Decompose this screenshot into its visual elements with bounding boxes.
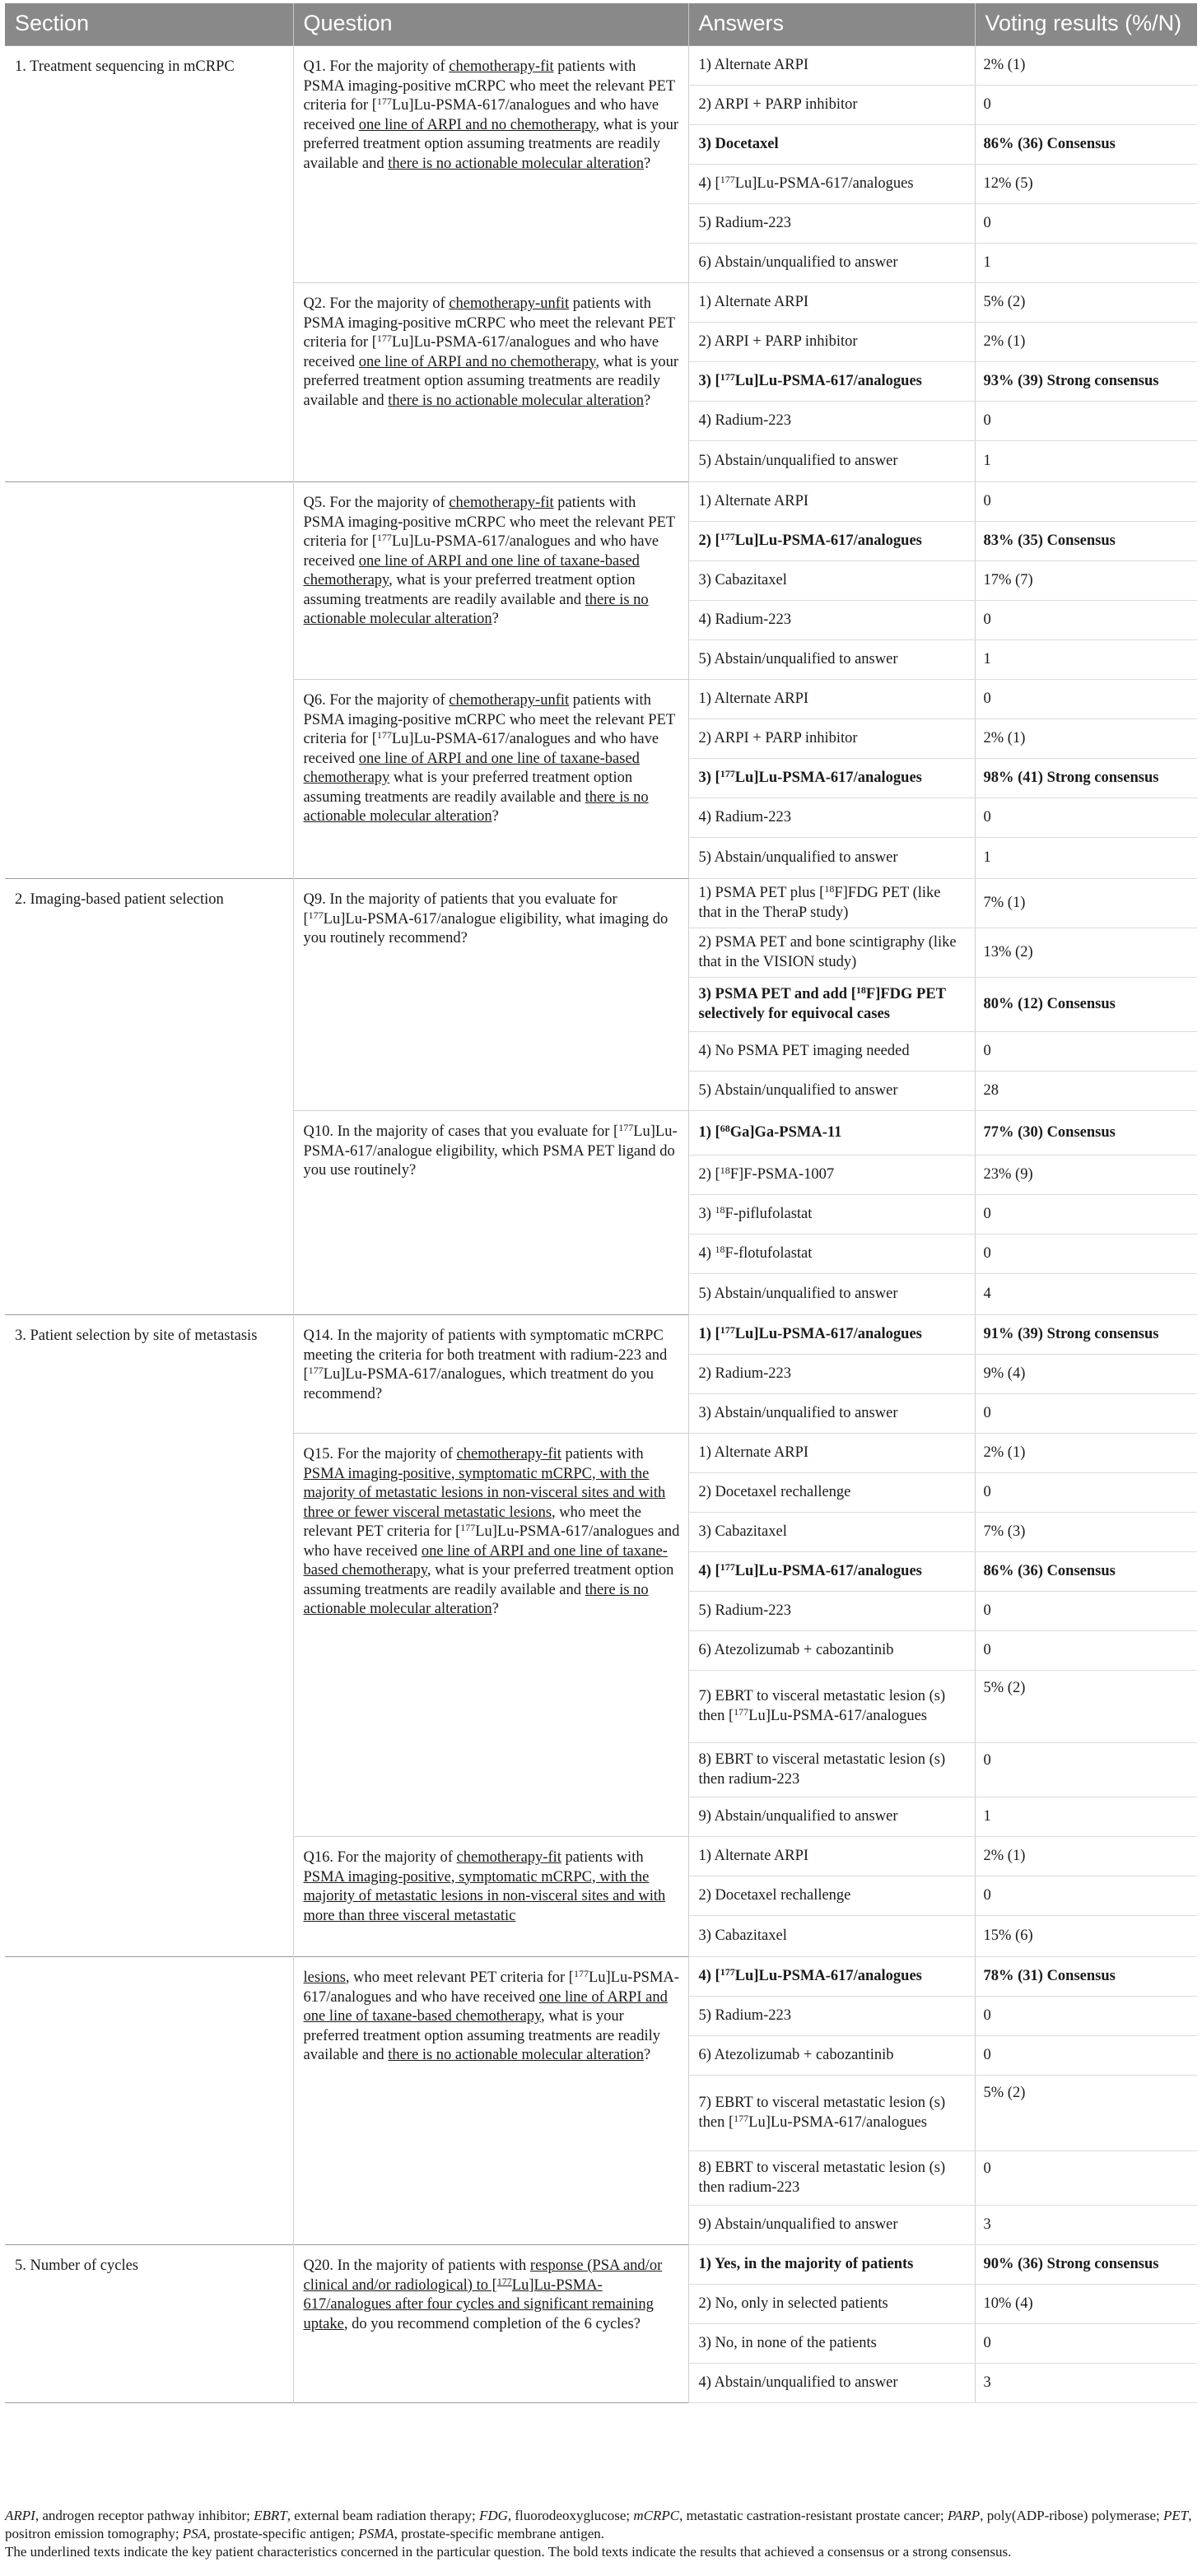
answer-option: 3) Docetaxel — [688, 125, 975, 165]
answer-option: 1) PSMA PET plus [$^{18}$F]FDG PET (like that in the TheraP study) — [688, 879, 975, 928]
header-answers: Answers — [688, 3, 975, 46]
answer-option: 4) Radium-223 — [688, 798, 975, 838]
legend-footnote: The underlined texts indicate the key patient characteristics concerned in the particular question. The bold texts indicate the results that achieved a consensus or a strong consensus. — [5, 2544, 1012, 2560]
header-question: Question — [293, 3, 688, 46]
answer-option: 5) Abstain/unqualified to answer — [688, 441, 975, 482]
answer-option: 2) ARPI + PARP inhibitor — [688, 719, 975, 759]
answer-option: 7) EBRT to visceral metastatic lesion (s) then [$^{177}$Lu]Lu-PSMA-617/analogues — [688, 2076, 975, 2151]
answer-option: 4) Radium-223 — [688, 402, 975, 441]
voting-result: 0 — [975, 1592, 1197, 1631]
table-row — [5, 482, 1197, 522]
section-label-empty — [5, 482, 293, 879]
voting-result: 93% (39) Strong consensus — [975, 362, 1197, 402]
voting-result: 3 — [975, 2206, 1197, 2245]
answer-option: 1) [$^{177}$Lu]Lu-PSMA-617/analogues — [688, 1315, 975, 1355]
answer-option: 7) EBRT to visceral metastatic lesion (s) then [$^{177}$Lu]Lu-PSMA-617/analogues — [688, 1671, 975, 1743]
voting-result: 0 — [975, 1631, 1197, 1671]
voting-result: 5% (2) — [975, 2076, 1197, 2151]
question-q16: Q16. For the majority of chemotherapy-fit patients with PSMA imaging-positive, symptomatic mCRPC, with the majority of metastatic lesions in non-visceral sites and with more than three visceral metastatic — [293, 1837, 688, 1957]
answer-option: 9) Abstain/unqualified to answer — [688, 2206, 975, 2245]
answer-option: 1) Alternate ARPI — [688, 283, 975, 323]
question-q6: Q6. For the majority of chemotherapy-unfit patients with PSMA imaging-positive mCRPC who meet the relevant PET criteria for [$^{177}$Lu]Lu-PSMA-617/analogues and who have received one line of ARPI and one line of taxane-based chemotherapy what is your preferred treatment option assuming treatments are readily available and there is no actionable molecular alteration? — [293, 680, 688, 879]
voting-result: 2% (1) — [975, 719, 1197, 759]
table-row — [5, 1315, 1197, 1355]
question-q15: Q15. For the majority of chemotherapy-fit patients with PSMA imaging-positive, symptomatic mCRPC, with the majority of metastatic lesions in non-visceral sites and with three or fewer visceral metastatic lesions, who meet the relevant PET criteria for [$^{177}$Lu]Lu-PSMA-617/analogues and who have received one line of ARPI and one line of taxane-based chemotherapy, what is your preferred treatment option assuming treatments are readily available and there is no actionable molecular alteration? — [293, 1434, 688, 1837]
voting-result: 0 — [975, 1195, 1197, 1235]
table-row — [5, 1957, 1197, 1997]
voting-result: 5% (2) — [975, 1671, 1197, 1743]
section-label: 1. Treatment sequencing in mCRPC — [5, 46, 293, 482]
answer-option: 6) Atezolizumab + cabozantinib — [688, 1631, 975, 1671]
question-q14: Q14. In the majority of patients with symptomatic mCRPC meeting the criteria for both treatment with radium-223 and [$^{177}$Lu]Lu-PSMA-617/analogues, which treatment do you recommend? — [293, 1315, 688, 1434]
voting-result: 12% (5) — [975, 165, 1197, 204]
voting-result: 10% (4) — [975, 2285, 1197, 2324]
section-label-empty — [5, 1957, 293, 2245]
question-q10: Q10. In the majority of cases that you evaluate for [$^{177}$Lu]Lu-PSMA-617/analogue eligibility, which PSMA PET ligand do you use routinely? — [293, 1111, 688, 1315]
answer-option: 4) $^{18}$F-flotufolastat — [688, 1235, 975, 1274]
voting-result: 28 — [975, 1072, 1197, 1111]
answer-option: 3) [$^{177}$Lu]Lu-PSMA-617/analogues — [688, 759, 975, 798]
voting-result: 4 — [975, 1274, 1197, 1315]
answer-option: 2) ARPI + PARP inhibitor — [688, 323, 975, 362]
consensus-voting-table — [5, 3, 1197, 2403]
voting-result: 0 — [975, 1394, 1197, 1434]
voting-result: 0 — [975, 1743, 1197, 1797]
voting-result: 1 — [975, 838, 1197, 879]
voting-result: 0 — [975, 601, 1197, 640]
answer-option: 8) EBRT to visceral metastatic lesion (s) then radium-223 — [688, 2151, 975, 2206]
voting-result: 86% (36) Consensus — [975, 125, 1197, 165]
voting-result: 15% (6) — [975, 1916, 1197, 1957]
table-footnotes — [5, 2507, 1197, 2561]
voting-result: 80% (12) Consensus — [975, 978, 1197, 1032]
answer-option: 1) Alternate ARPI — [688, 680, 975, 719]
voting-result: 7% (1) — [975, 879, 1197, 928]
question-q20: Q20. In the majority of patients with response (PSA and/or clinical and/or radiological) to [$^{177}$Lu]Lu-PSMA-617/analogues after four cycles and significant remaining uptake, do you recommend completion of the 6 cycles? — [293, 2245, 688, 2403]
table-header-row — [5, 3, 1197, 46]
table-row — [5, 879, 1197, 928]
answer-option: 2) Docetaxel rechallenge — [688, 1473, 975, 1513]
section-label: 5. Number of cycles — [5, 2245, 293, 2403]
answer-option: 1) Alternate ARPI — [688, 1837, 975, 1876]
answer-option: 2) [$^{177}$Lu]Lu-PSMA-617/analogues — [688, 522, 975, 561]
answer-option: 5) Abstain/unqualified to answer — [688, 1274, 975, 1315]
voting-result: 0 — [975, 1032, 1197, 1072]
answer-option: 5) Radium-223 — [688, 1592, 975, 1631]
voting-result: 1 — [975, 640, 1197, 680]
voting-result: 0 — [975, 204, 1197, 244]
answer-option: 2) PSMA PET and bone scintigraphy (like that in the VISION study) — [688, 928, 975, 978]
answer-option: 5) Abstain/unqualified to answer — [688, 1072, 975, 1111]
voting-result: 3 — [975, 2364, 1197, 2403]
answer-option: 5) Abstain/unqualified to answer — [688, 640, 975, 680]
voting-result: 0 — [975, 482, 1197, 522]
voting-result: 83% (35) Consensus — [975, 522, 1197, 561]
voting-result: 0 — [975, 798, 1197, 838]
answer-option: 4) [$^{177}$Lu]Lu-PSMA-617/analogues — [688, 1552, 975, 1592]
voting-result: 0 — [975, 86, 1197, 125]
answer-option: 2) No, only in selected patients — [688, 2285, 975, 2324]
abbreviations-footnote: ARPI, androgen receptor pathway inhibitor; EBRT, external beam radiation therapy; FDG, fluorodeoxyglucose; mCRPC, metastatic castration-resistant prostate cancer; PARP, poly(ADP-ribose) polymerase; PET, positron emission tomography; PSA, prostate-specific antigen; PSMA, prostate-specific membrane antigen. — [5, 2508, 1192, 2541]
answer-option: 3) No, in none of the patients — [688, 2324, 975, 2364]
answer-option: 1) Alternate ARPI — [688, 1434, 975, 1473]
answer-option: 6) Abstain/unqualified to answer — [688, 244, 975, 283]
voting-result: 1 — [975, 244, 1197, 283]
voting-result: 0 — [975, 402, 1197, 441]
voting-result: 78% (31) Consensus — [975, 1957, 1197, 1997]
answer-option: 4) Abstain/unqualified to answer — [688, 2364, 975, 2403]
voting-result: 5% (2) — [975, 283, 1197, 323]
voting-result: 0 — [975, 2036, 1197, 2076]
table-row — [5, 2245, 1197, 2285]
voting-result: 90% (36) Strong consensus — [975, 2245, 1197, 2285]
answer-option: 2) Docetaxel rechallenge — [688, 1876, 975, 1916]
question-q5: Q5. For the majority of chemotherapy-fit patients with PSMA imaging-positive mCRPC who meet the relevant PET criteria for [$^{177}$Lu]Lu-PSMA-617/analogues and who have received one line of ARPI and one line of taxane-based chemotherapy, what is your preferred treatment option assuming treatments are readily available and there is no actionable molecular alteration? — [293, 482, 688, 680]
voting-result: 0 — [975, 1235, 1197, 1274]
section-label: 2. Imaging-based patient selection — [5, 879, 293, 1315]
answer-option: 1) Alternate ARPI — [688, 46, 975, 86]
voting-result: 77% (30) Consensus — [975, 1111, 1197, 1155]
answer-option: 8) EBRT to visceral metastatic lesion (s) then radium-223 — [688, 1743, 975, 1797]
voting-result: 0 — [975, 2151, 1197, 2206]
answer-option: 3) Cabazitaxel — [688, 1916, 975, 1957]
answer-option: 4) Radium-223 — [688, 601, 975, 640]
answer-option: 1) [$^{68}$Ga]Ga-PSMA-11 — [688, 1111, 975, 1155]
voting-result: 91% (39) Strong consensus — [975, 1315, 1197, 1355]
answer-option: 4) [$^{177}$Lu]Lu-PSMA-617/analogues — [688, 1957, 975, 1997]
voting-result: 7% (3) — [975, 1513, 1197, 1552]
answer-option: 3) Cabazitaxel — [688, 1513, 975, 1552]
voting-result: 13% (2) — [975, 928, 1197, 978]
voting-result: 1 — [975, 1797, 1197, 1837]
voting-result: 1 — [975, 441, 1197, 482]
voting-result: 98% (41) Strong consensus — [975, 759, 1197, 798]
voting-result: 23% (9) — [975, 1155, 1197, 1195]
consensus-table-container — [5, 3, 1197, 2403]
answer-option: 3) $^{18}$F-piflufolastat — [688, 1195, 975, 1235]
voting-result: 0 — [975, 1473, 1197, 1513]
header-voting-results: Voting results (%/N) — [975, 3, 1197, 46]
answer-option: 1) Alternate ARPI — [688, 482, 975, 522]
question-q9: Q9. In the majority of patients that you evaluate for [$^{177}$Lu]Lu-PSMA-617/analogue eligibility, what imaging do you routinely recommend? — [293, 879, 688, 1111]
answer-option: 5) Abstain/unqualified to answer — [688, 838, 975, 879]
voting-result: 0 — [975, 1876, 1197, 1916]
answer-option: 5) Radium-223 — [688, 1997, 975, 2036]
section-label: 3. Patient selection by site of metastasis — [5, 1315, 293, 1957]
voting-result: 2% (1) — [975, 1837, 1197, 1876]
voting-result: 0 — [975, 2324, 1197, 2364]
voting-result: 0 — [975, 1997, 1197, 2036]
header-section: Section — [5, 3, 293, 46]
answer-option: 3) PSMA PET and add [$^{18}$F]FDG PET selectively for equivocal cases — [688, 978, 975, 1032]
voting-result: 0 — [975, 680, 1197, 719]
voting-result: 86% (36) Consensus — [975, 1552, 1197, 1592]
answer-option: 2) Radium-223 — [688, 1355, 975, 1394]
answer-option: 3) Abstain/unqualified to answer — [688, 1394, 975, 1434]
voting-result: 9% (4) — [975, 1355, 1197, 1394]
question-q16-continued: lesions, who meet relevant PET criteria for [$^{177}$Lu]Lu-PSMA-617/analogues and who have received one line of ARPI and one line of taxane-based chemotherapy, what is your preferred treatment option assuming treatments are readily available and there is no actionable molecular alteration? — [293, 1957, 688, 2245]
answer-option: 2) [$^{18}$F]F-PSMA-1007 — [688, 1155, 975, 1195]
question-q2: Q2. For the majority of chemotherapy-unfit patients with PSMA imaging-positive mCRPC who meet the relevant PET criteria for [$^{177}$Lu]Lu-PSMA-617/analogues and who have received one line of ARPI and no chemotherapy, what is your preferred treatment option assuming treatments are readily available and there is no actionable molecular alteration? — [293, 283, 688, 482]
answer-option: 6) Atezolizumab + cabozantinib — [688, 2036, 975, 2076]
answer-option: 2) ARPI + PARP inhibitor — [688, 86, 975, 125]
answer-option: 9) Abstain/unqualified to answer — [688, 1797, 975, 1837]
table-row — [5, 46, 1197, 86]
answer-option: 4) [$^{177}$Lu]Lu-PSMA-617/analogues — [688, 165, 975, 204]
voting-result: 2% (1) — [975, 323, 1197, 362]
question-q1: Q1. For the majority of chemotherapy-fit patients with PSMA imaging-positive mCRPC who meet the relevant PET criteria for [$^{177}$Lu]Lu-PSMA-617/analogues and who have received one line of ARPI and no chemotherapy, what is your preferred treatment option assuming treatments are readily available and there is no actionable molecular alteration? — [293, 46, 688, 283]
voting-result: 2% (1) — [975, 1434, 1197, 1473]
answer-option: 3) Cabazitaxel — [688, 561, 975, 601]
answer-option: 1) Yes, in the majority of patients — [688, 2245, 975, 2285]
answer-option: 3) [$^{177}$Lu]Lu-PSMA-617/analogues — [688, 362, 975, 402]
voting-result: 17% (7) — [975, 561, 1197, 601]
answer-option: 4) No PSMA PET imaging needed — [688, 1032, 975, 1072]
voting-result: 2% (1) — [975, 46, 1197, 86]
answer-option: 5) Radium-223 — [688, 204, 975, 244]
